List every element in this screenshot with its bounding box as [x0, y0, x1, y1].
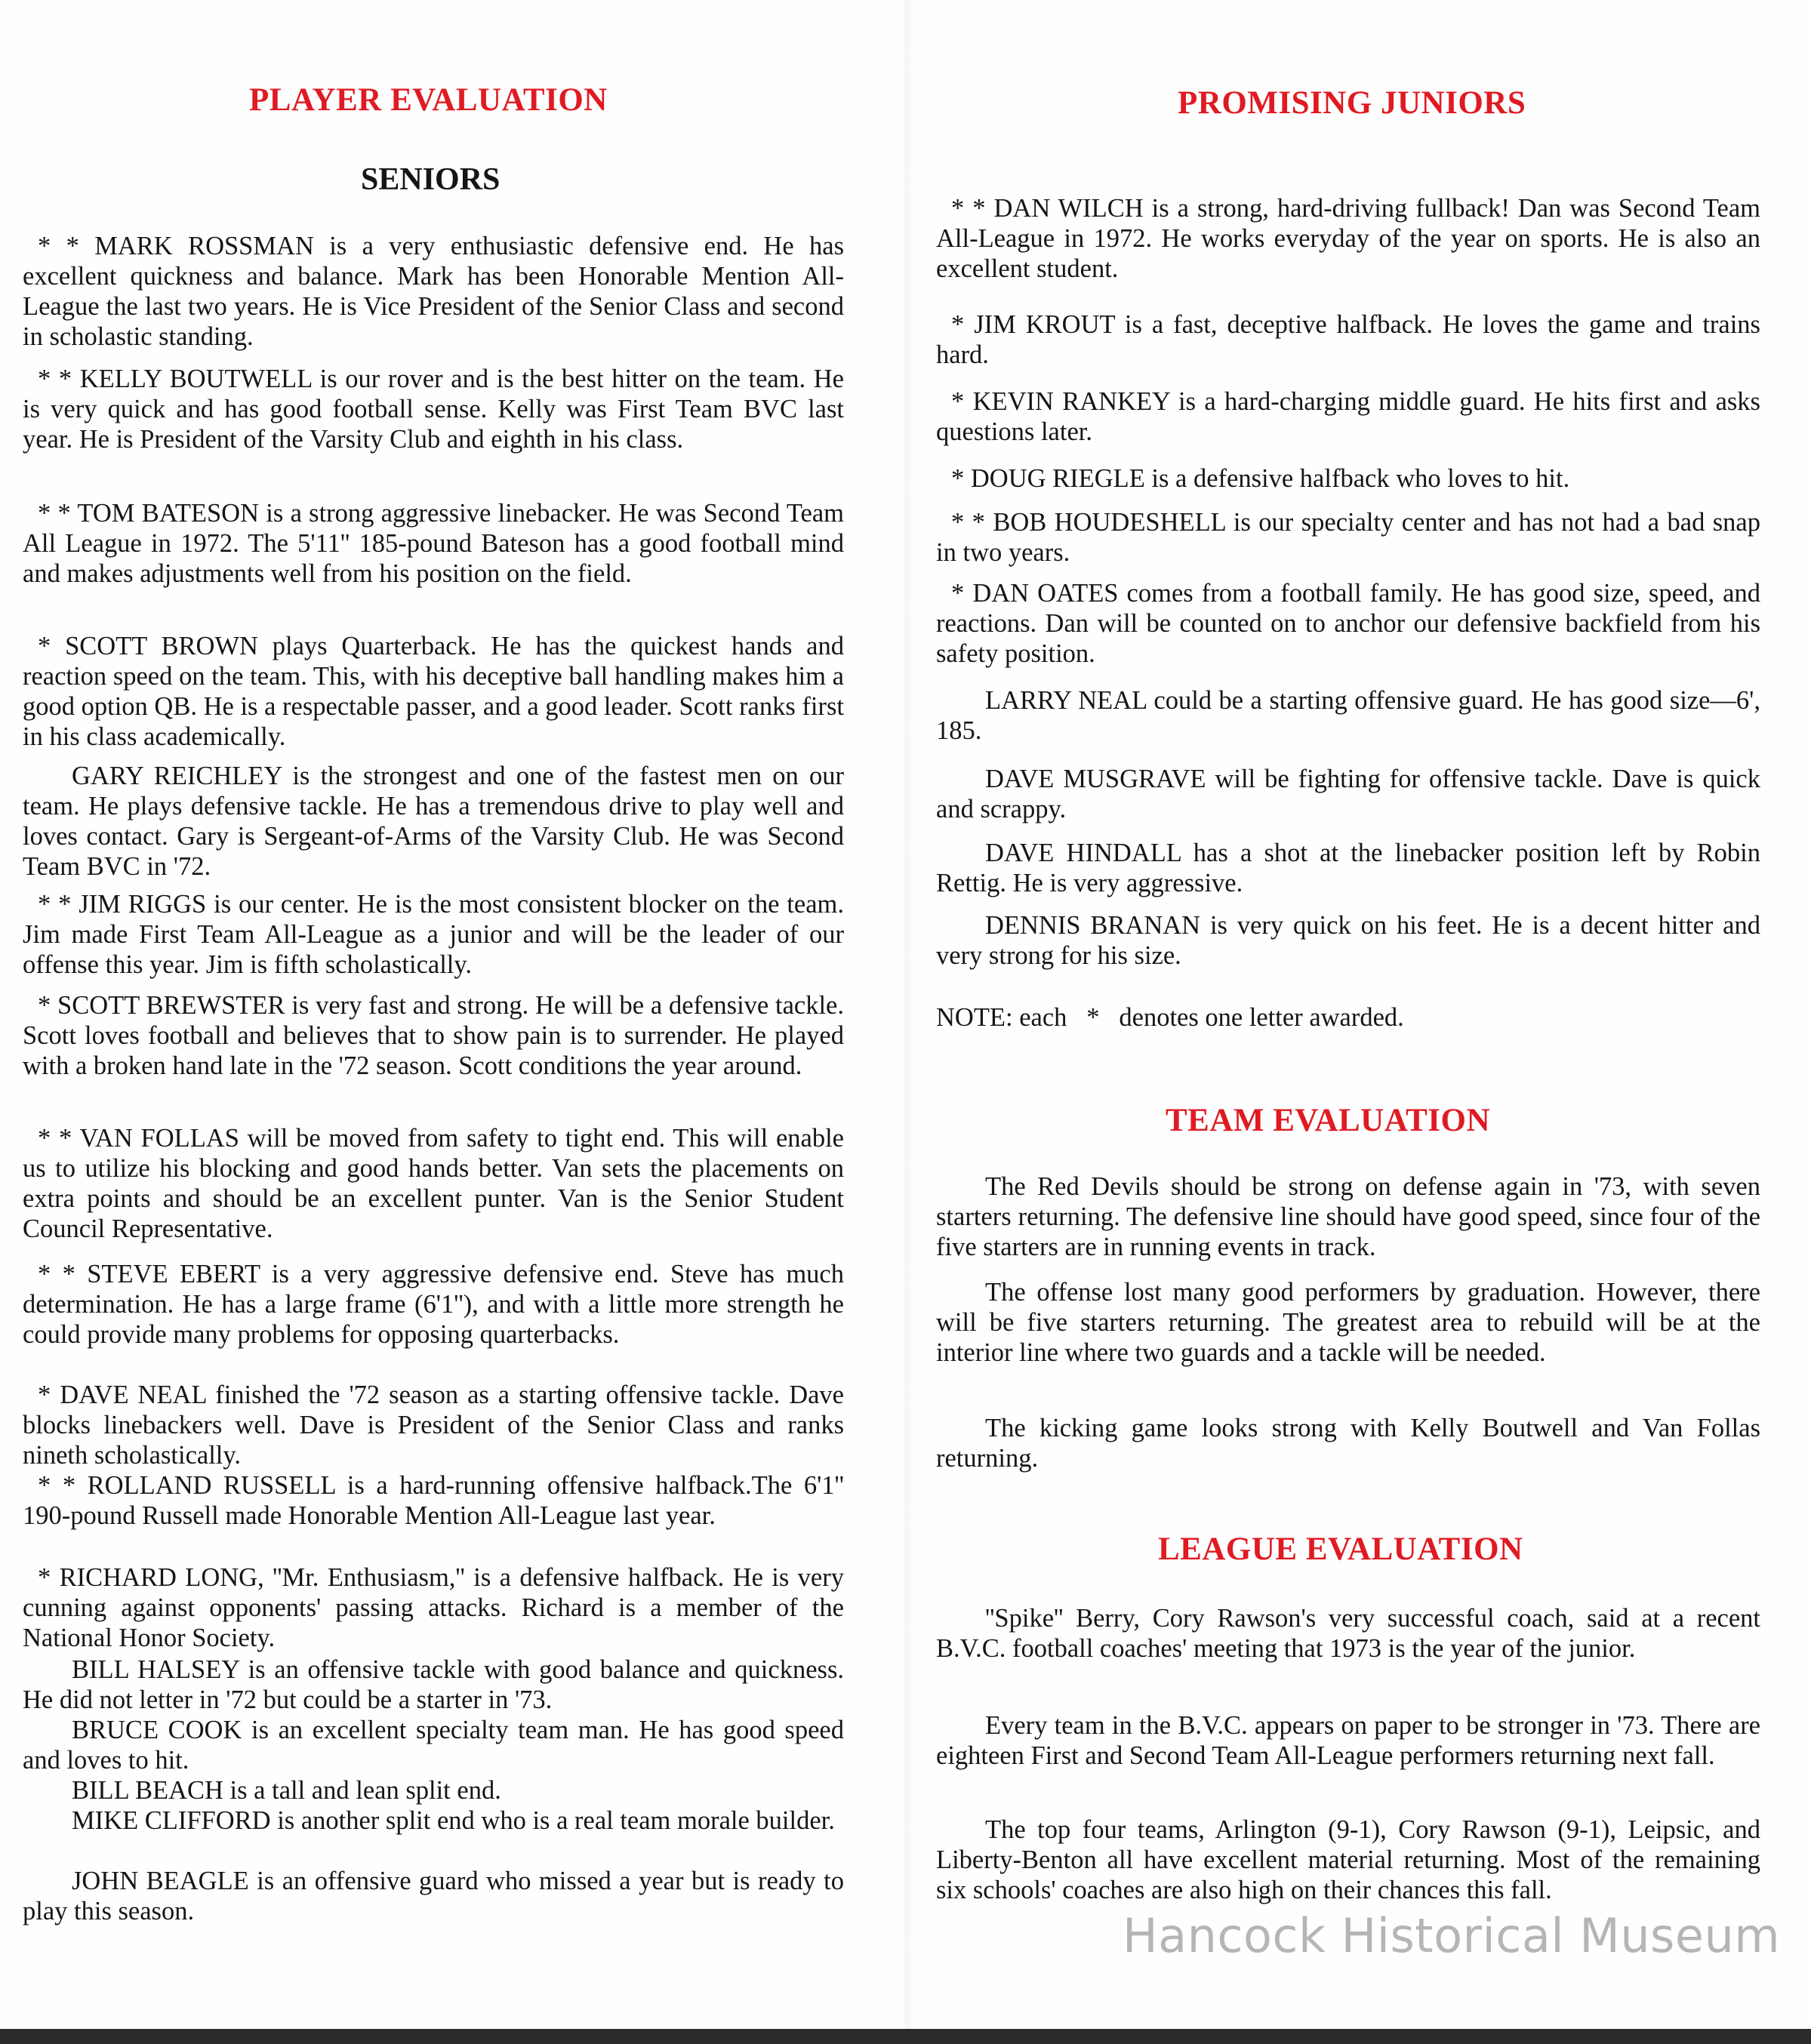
player-mike-clifford: MIKE CLIFFORD is another split end who is a real team morale builder. — [72, 1806, 835, 1835]
player-bruce-cook: BRUCE COOK is an excellent specialty team man. He has good speed and loves to hit. — [23, 1716, 844, 1775]
player-kelly-boutwell: * * KELLY BOUTWELL is our rover and is the best hitter on the team. He is very quick and has good football sense. Kelly was First Team BVC last year. He is President of the Varsity Club and eighth in his class. — [23, 365, 844, 454]
seniors-subtitle: SENIORS — [361, 162, 500, 197]
scan-bottom-edge — [0, 2029, 1811, 2044]
league-every-team-paragraph: Every team in the B.V.C. appears on paper to be stronger in '73. There are eighteen First and Second Team All-League performers returning next fall. — [936, 1711, 1760, 1770]
player-evaluation-title: PLAYER EVALUATION — [249, 82, 608, 118]
player-gary-reichley: GARY REICHLEY is the strongest and one of the fastest men on our team. He plays defensive tackle. He has a tremendous drive to play well and loves contact. Gary is Sergeant-of-Arms of the Varsity Club. He was Second Team BVC in '72. — [23, 762, 844, 881]
junior-bob-houdeshell: * * BOB HOUDESHELL is our specialty center and has not had a bad snap in two years. — [936, 508, 1760, 567]
junior-dan-wilch: * * DAN WILCH is a strong, hard-driving fullback! Dan was Second Team All-League in 1972. He works everyday of the year on sports. He is also an excellent student. — [936, 194, 1760, 283]
junior-jim-krout: * JIM KROUT is a fast, deceptive halfback. He loves the game and trains hard. — [936, 310, 1760, 369]
junior-doug-riegle: * DOUG RIEGLE is a defensive halfback who loves to hit. — [951, 464, 1570, 493]
junior-larry-neal: LARRY NEAL could be a starting offensive guard. He has good size—6', 185. — [936, 686, 1760, 745]
league-top-teams-paragraph: The top four teams, Arlington (9-1), Cory Rawson (9-1), Leipsic, and Liberty-Benton all have excellent material returning. Most of the remaining six schools' coaches are also high on their chances this fall. — [936, 1815, 1760, 1904]
player-john-beagle: JOHN BEAGLE is an offensive guard who missed a year but is ready to play this season. — [23, 1867, 844, 1925]
junior-dan-oates: * DAN OATES comes from a football family. He has good size, speed, and reactions. Dan will be counted on to anchor our defensive backfield from his safety position. — [936, 579, 1760, 668]
player-tom-bateson: * * TOM BATESON is a strong aggressive linebacker. He was Second Team All League in 1972. The 5'11'' 185-pound Bateson has a good football mind and makes adjustments well from his position on the field. — [23, 499, 844, 588]
junior-kevin-rankey: * KEVIN RANKEY is a hard-charging middle guard. He hits first and asks questions later. — [936, 387, 1760, 446]
player-mark-rossman: * * MARK ROSSMAN is a very enthusiastic defensive end. He has excellent quickness and balance. Mark has been Honorable Mention All-League the last two years. He is Vice President of the Senior Class and second in scholastic standing. — [23, 232, 844, 351]
team-kicking-paragraph: The kicking game looks strong with Kelly Boutwell and Van Follas returning. — [936, 1414, 1760, 1473]
team-defense-paragraph: The Red Devils should be strong on defense again in '73, with seven starters returning. The defensive line should have good speed, since four of the five starters are in running events in track. — [936, 1172, 1760, 1261]
player-bill-halsey: BILL HALSEY is an offensive tackle with good balance and quickness. He did not letter in '72 but could be a starter in '73. — [23, 1655, 844, 1714]
player-jim-riggs: * * JIM RIGGS is our center. He is the most consistent blocker on the team. Jim made First Team All-League as a junior and will be the leader of our offense this year. Jim is fifth scholastically. — [23, 890, 844, 979]
museum-watermark: Hancock Historical Museum — [1123, 1908, 1781, 1963]
junior-dave-musgrave: DAVE MUSGRAVE will be fighting for offensive tackle. Dave is quick and scrappy. — [936, 765, 1760, 823]
player-van-follas: * * VAN FOLLAS will be moved from safety to tight end. This will enable us to utilize his blocking and good hands better. Van sets the placements on extra points and should be an excellent punter. Van is the Senior Student Council Representative. — [23, 1124, 844, 1243]
player-dave-neal: * DAVE NEAL finished the '72 season as a starting offensive tackle. Dave blocks linebackers well. Dave is President of the Senior Class and ranks nineth scholastically. — [23, 1381, 844, 1470]
player-scott-brewster: * SCOTT BREWSTER is very fast and strong. He will be a defensive tackle. Scott loves football and believes that to show pain is to surrender. He played with a broken hand late in the '72 season. Scott conditions the year around. — [23, 991, 844, 1080]
player-scott-brown: * SCOTT BROWN plays Quarterback. He has the quickest hands and reaction speed on the team. This, with his deceptive ball handling makes him a good option QB. He is a respectable passer, and a good leader. Scott ranks first in his class academically. — [23, 632, 844, 751]
player-rolland-russell: * * ROLLAND RUSSELL is a hard-running offensive halfback.The 6'1'' 190-pound Russell made Honorable Mention All-League last year. — [23, 1471, 844, 1530]
player-richard-long: * RICHARD LONG, ''Mr. Enthusiasm,'' is a defensive halfback. He is very cunning against opponents' passing attacks. Richard is a member of the National Honor Society. — [23, 1563, 844, 1652]
player-steve-ebert: * * STEVE EBERT is a very aggressive defensive end. Steve has much determination. He has a large frame (6'1''), and with a little more strength he could provide many problems for opposing quarterbacks. — [23, 1260, 844, 1349]
junior-dennis-branan: DENNIS BRANAN is very quick on his feet. He is a decent hitter and very strong for his size. — [936, 911, 1760, 970]
promising-juniors-title: PROMISING JUNIORS — [1178, 85, 1526, 121]
team-offense-paragraph: The offense lost many good performers by graduation. However, there will be five starters returning. The greatest area to rebuild will be at the interior line where two guards and a tackle will be needed. — [936, 1278, 1760, 1367]
league-spike-berry-paragraph: ''Spike'' Berry, Cory Rawson's very successful coach, said at a recent B.V.C. football coaches' meeting that 1973 is the year of the junior. — [936, 1604, 1760, 1663]
player-bill-beach: BILL BEACH is a tall and lean split end. — [72, 1776, 501, 1805]
junior-dave-hindall: DAVE HINDALL has a shot at the linebacker position left by Robin Rettig. He is very aggressive. — [936, 839, 1760, 897]
league-evaluation-title: LEAGUE EVALUATION — [1158, 1531, 1523, 1567]
letter-note: NOTE: each * denotes one letter awarded. — [936, 1003, 1404, 1032]
page-fold — [902, 0, 913, 2029]
team-evaluation-title: TEAM EVALUATION — [1166, 1103, 1491, 1138]
